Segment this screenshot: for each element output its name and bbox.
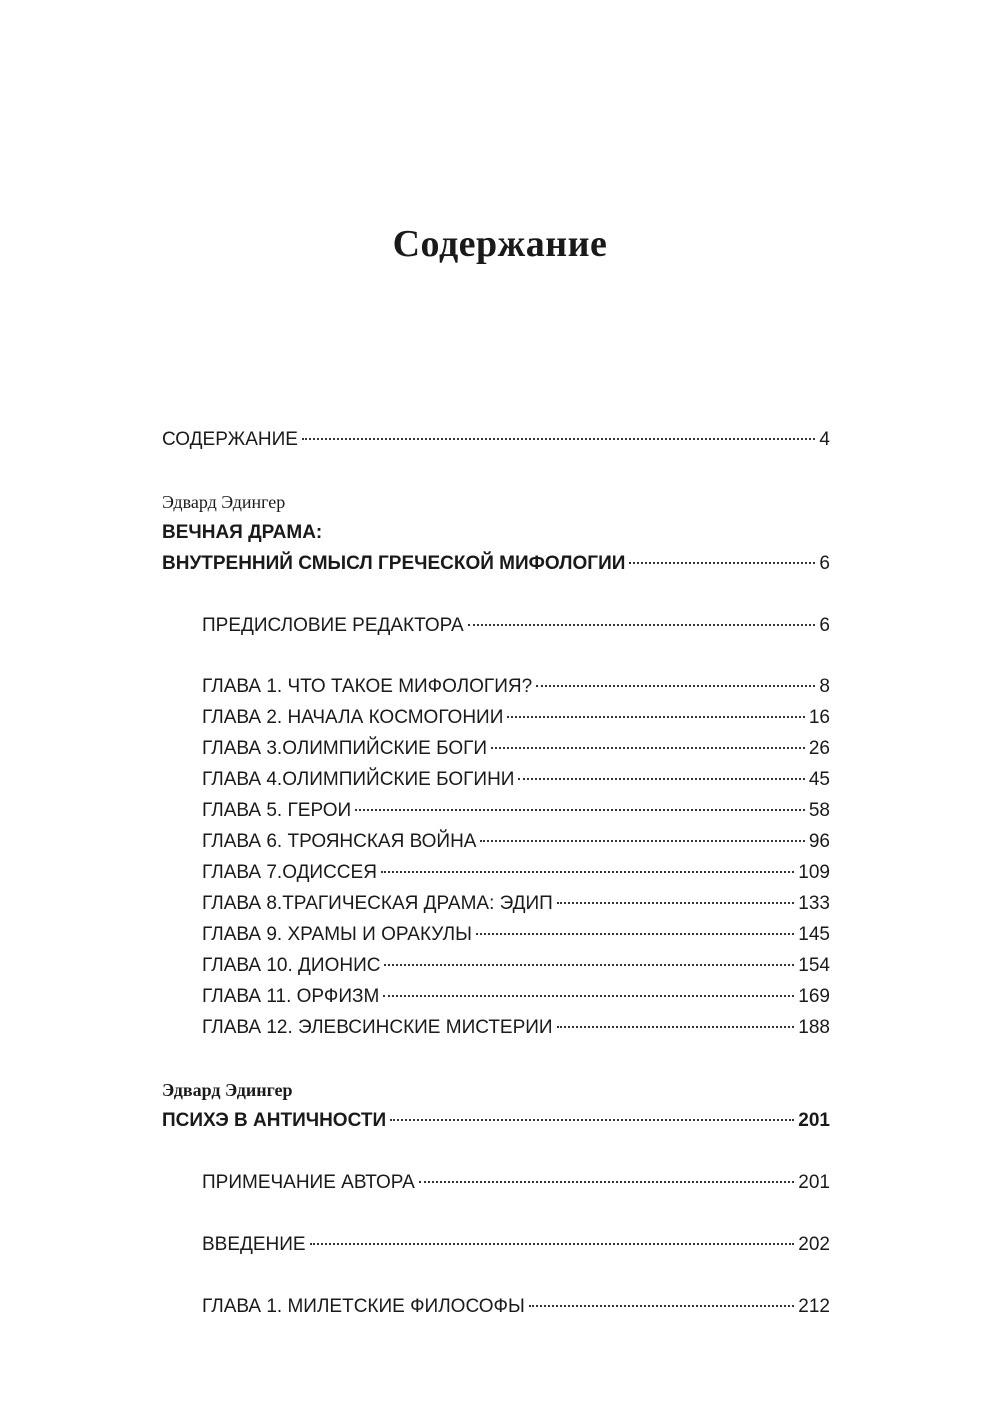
dot-leader — [629, 562, 815, 564]
toc-entry-chapter[interactable] — [202, 706, 830, 730]
toc-entry-page: 96 — [808, 831, 830, 852]
toc-entry-label: ГЛАВА 10. ДИОНИС — [202, 955, 381, 976]
toc-entry-label: ГЛАВА 11. ОРФИЗМ — [202, 986, 380, 1007]
toc-entry-chapter[interactable] — [202, 1016, 830, 1040]
part2-author: Эдвард Эдингер — [162, 1080, 293, 1100]
toc-entry-page: 58 — [808, 800, 830, 821]
toc-entry-label: ГЛАВА 1. ЧТО ТАКОЕ МИФОЛОГИЯ? — [202, 676, 533, 697]
toc-entry-label: ГЛАВА 2. НАЧАЛА КОСМОГОНИИ — [202, 707, 504, 728]
toc-entry-chapter[interactable] — [202, 1295, 830, 1319]
toc-entry-chapter[interactable] — [202, 830, 830, 854]
dot-leader — [507, 716, 805, 718]
toc-entry-label: ПСИХЭ В АНТИЧНОСТИ — [162, 1110, 387, 1131]
toc-entry-page: 109 — [798, 862, 830, 883]
toc-entry-label: ГЛАВА 3.ОЛИМПИЙСКИЕ БОГИ — [202, 738, 488, 759]
toc-entry-page: 188 — [798, 1017, 830, 1038]
toc-entry-preface[interactable] — [202, 614, 830, 638]
toc-entry-page: 154 — [798, 955, 830, 976]
dot-leader — [384, 964, 794, 966]
toc-entry-page: 201 — [798, 1172, 830, 1193]
toc-entry-chapter[interactable] — [202, 675, 830, 699]
toc-entry-label: ПРЕДИСЛОВИЕ РЕДАКТОРА — [202, 615, 464, 636]
toc-entry-introduction[interactable] — [202, 1233, 830, 1257]
toc-entry-page: 16 — [808, 707, 830, 728]
part1-author: Эдвард Эдингер — [162, 492, 286, 512]
dot-leader — [557, 902, 794, 904]
toc-entry-page: 6 — [819, 615, 830, 636]
toc-entry-page: 45 — [808, 769, 830, 790]
dot-leader — [536, 685, 815, 687]
toc-entry-chapter[interactable] — [202, 737, 830, 761]
toc-entry-chapter[interactable] — [202, 923, 830, 947]
toc-entry-label: ПРИМЕЧАНИЕ АВТОРА — [202, 1172, 415, 1193]
dot-leader — [383, 995, 794, 997]
dot-leader — [476, 933, 794, 935]
toc-entry-label: ГЛАВА 5. ГЕРОИ — [202, 800, 352, 821]
toc-entry-page: 202 — [798, 1234, 830, 1255]
toc-entry-author-note[interactable] — [202, 1171, 830, 1195]
toc-entry-page: 4 — [819, 429, 830, 450]
toc-entry-label: ГЛАВА 6. ТРОЯНСКАЯ ВОЙНА — [202, 831, 477, 852]
toc-entry-chapter[interactable] — [202, 985, 830, 1009]
toc-entry-page: 169 — [798, 986, 830, 1007]
dot-leader — [381, 871, 794, 873]
toc-entry-label: ГЛАВА 1. МИЛЕТСКИЕ ФИЛОСОФЫ — [202, 1296, 525, 1317]
dot-leader — [480, 840, 804, 842]
dot-leader — [468, 624, 816, 626]
dot-leader — [390, 1119, 794, 1121]
toc-entry-page: 212 — [798, 1296, 830, 1317]
toc-entry-chapter[interactable] — [202, 954, 830, 978]
toc-entry-page: 145 — [798, 924, 830, 945]
toc-entry-label: ГЛАВА 7.ОДИССЕЯ — [202, 862, 377, 883]
dot-leader — [557, 1026, 795, 1028]
toc-entry-label: ГЛАВА 4.ОЛИМПИЙСКИЕ БОГИНИ — [202, 769, 515, 790]
toc-entry-chapter[interactable] — [202, 768, 830, 792]
toc-entry-label: ГЛАВА 12. ЭЛЕВСИНСКИЕ МИСТЕРИИ — [202, 1017, 553, 1038]
dot-leader — [302, 438, 815, 440]
dot-leader — [419, 1181, 794, 1183]
toc-entry-chapter[interactable] — [202, 892, 830, 916]
toc-entry-page: 26 — [808, 738, 830, 759]
toc-entry-label: СОДЕРЖАНИЕ — [162, 429, 298, 450]
dot-leader — [529, 1305, 794, 1307]
toc-entry-part1[interactable] — [162, 552, 830, 576]
dot-leader — [518, 778, 804, 780]
part1-title-line1: ВЕЧНАЯ ДРАМА: — [162, 522, 323, 543]
dot-leader — [491, 747, 805, 749]
toc-entry-chapter[interactable] — [202, 799, 830, 823]
toc-entry-label: ГЛАВА 9. ХРАМЫ И ОРАКУЛЫ — [202, 924, 472, 945]
dot-leader — [355, 809, 805, 811]
toc-entry-page: 6 — [819, 553, 830, 574]
toc-entry-label: ВВЕДЕНИЕ — [202, 1234, 306, 1255]
toc-entry-page: 8 — [819, 676, 830, 697]
toc-entry-part2[interactable] — [162, 1109, 830, 1133]
toc-entry-page: 201 — [798, 1110, 830, 1131]
toc-entry-label: ГЛАВА 8.ТРАГИЧЕСКАЯ ДРАМА: ЭДИП — [202, 893, 553, 914]
toc-entry-contents[interactable] — [162, 428, 830, 452]
page-title: Содержание — [392, 223, 608, 265]
toc-entry-label: ВНУТРЕННИЙ СМЫСЛ ГРЕЧЕСКОЙ МИФОЛОГИИ — [162, 553, 626, 574]
dot-leader — [310, 1243, 795, 1245]
toc-entry-chapter[interactable] — [202, 861, 830, 885]
toc-entry-page: 133 — [798, 893, 830, 914]
